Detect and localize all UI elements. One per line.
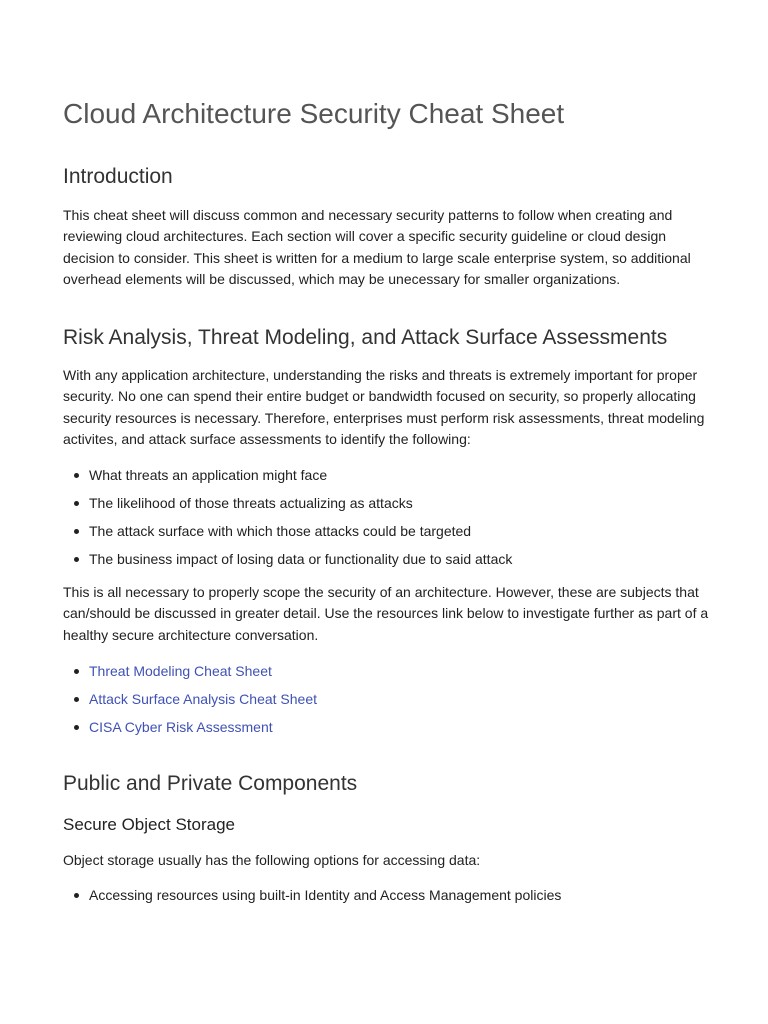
risk-analysis-paragraph-2: This is all necessary to properly scope the security of an architecture. However, these are subjects that can/should be discussed in greater detail. Use the resources link below to investigate further as part of a healthy secure architecture conversation. xyxy=(63,584,709,643)
risk-analysis-list xyxy=(63,465,711,577)
bullet-icon xyxy=(74,557,79,562)
risk-analysis-paragraph-1: With any application architecture, understanding the risks and threats is extremely important for proper security. No one can spend their entire budget or bandwidth focused on security, so properly allocating security resources is necessary. Therefore, enterprises must perform risk assessments, threat modeling activites, and attack surface assessments to identify the following: xyxy=(63,367,705,447)
list-item xyxy=(63,717,711,745)
section-heading-introduction: Introduction xyxy=(63,165,173,188)
secure-object-storage-paragraph: Object storage usually has the following options for accessing data: xyxy=(63,852,481,868)
introduction-paragraph: This cheat sheet will discuss common and necessary security patterns to follow when creating and reviewing cloud architectures. Each section will cover a specific security guideline or cloud design decision to consider. This sheet is written for a medium to large scale enterprise system, so additional overhead elements will be discussed, which may be unecessary for smaller organizations. xyxy=(63,207,691,287)
section-heading-risk-analysis: Risk Analysis, Threat Modeling, and Attack Surface Assessments xyxy=(63,326,668,349)
list-item-text: The attack surface with which those attacks could be targeted xyxy=(89,523,472,539)
bullet-icon xyxy=(74,697,79,702)
bullet-icon xyxy=(74,529,79,534)
link-threat-modeling-cheat-sheet[interactable]: Threat Modeling Cheat Sheet xyxy=(89,663,272,679)
bullet-icon xyxy=(74,669,79,674)
list-item-text: What threats an application might face xyxy=(89,467,328,483)
bullet-icon xyxy=(74,893,79,898)
list-item xyxy=(63,465,711,493)
link-cisa-cyber-risk-assessment[interactable]: CISA Cyber Risk Assessment xyxy=(89,719,273,735)
list-item xyxy=(63,689,711,717)
section-heading-public-private: Public and Private Components xyxy=(63,772,358,795)
resource-links-list xyxy=(63,661,711,745)
list-item xyxy=(63,549,711,577)
bullet-icon xyxy=(74,473,79,478)
list-item xyxy=(63,493,711,521)
bullet-icon xyxy=(74,501,79,506)
subsection-heading-secure-object-storage: Secure Object Storage xyxy=(63,815,235,834)
bullet-icon xyxy=(74,725,79,730)
list-item xyxy=(63,885,711,913)
list-item-text: The likelihood of those threats actualizing as attacks xyxy=(89,495,413,511)
list-item xyxy=(63,521,711,549)
link-attack-surface-analysis-cheat-sheet[interactable]: Attack Surface Analysis Cheat Sheet xyxy=(89,691,318,707)
list-item xyxy=(63,661,711,689)
list-item-text: Accessing resources using built-in Identity and Access Management policies xyxy=(89,887,562,903)
secure-object-storage-list xyxy=(63,885,711,913)
list-item-text: The business impact of losing data or functionality due to said attack xyxy=(89,551,513,567)
page-title: Cloud Architecture Security Cheat Sheet xyxy=(63,98,565,129)
